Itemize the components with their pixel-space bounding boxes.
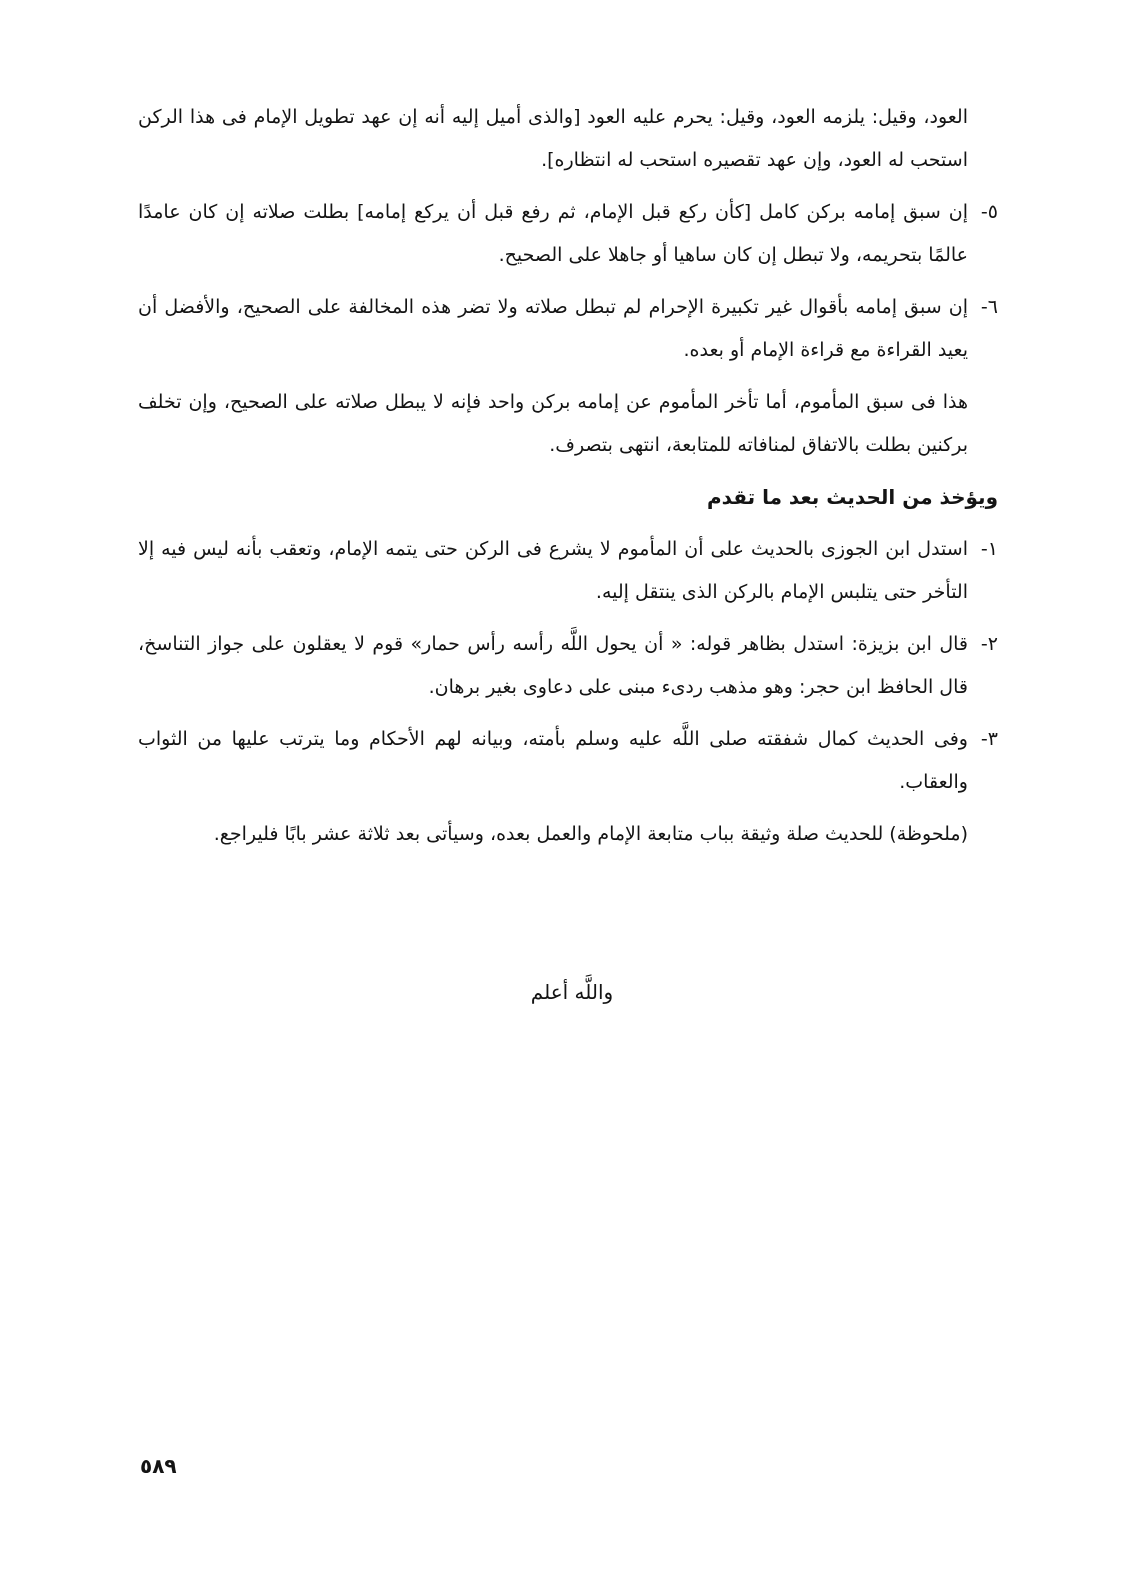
note-paragraph: (ملحوظة) للحديث صلة وثيقة بباب متابعة الإمام والعمل بعده، وسيأتى بعد ثلاثة عشر بابًا فليراجع.	[213, 823, 968, 845]
page-body	[138, 96, 998, 865]
numbered-item-6	[138, 286, 998, 372]
point-3	[138, 718, 998, 804]
numbered-item-5	[138, 191, 998, 277]
point-text: قال ابن بزيزة: استدل بظاهر قوله: « أن يحول اللَّه رأسه رأس حمار» قوم لا يعقلون على جواز التناسخ، قال الحافظ ابن حجر: وهو مذهب ردىء مبنى على دعاوى بغير برهان.	[138, 633, 968, 698]
item-text: إن سبق إمامه بركن كامل [كأن ركع قبل الإمام، ثم رفع قبل أن يركع إمامه] بطلت صلاته إن كان عامدًا عالمًا بتحريمه، ولا تبطل إن كان ساهيا أو جاهلا على الصحيح.	[138, 201, 968, 266]
section-heading: ويؤخذ من الحديث بعد ما تقدم	[706, 485, 998, 509]
page-number: ٥٨٩	[140, 1454, 177, 1478]
continuation-paragraph: العود، وقيل: يلزمه العود، وقيل: يحرم عليه العود [والذى أميل إليه أنه إن عهد تطويل الإمام فى هذا الركن استحب له العود، وإن عهد تقصيره استحب له انتظاره].	[138, 106, 968, 171]
item-number: ٥-	[980, 201, 998, 223]
summary-paragraph: هذا فى سبق المأموم، أما تأخر المأموم عن إمامه بركن واحد فإنه لا يبطل صلاته على الصحيح، وإن تخلف بركنين بطلت بالاتفاق لمنافاته للمتابعة، انتهى بتصرف.	[138, 391, 968, 456]
point-2	[138, 623, 998, 709]
point-number: ٢-	[980, 633, 998, 655]
point-text: استدل ابن الجوزى بالحديث على أن المأموم لا يشرع فى الركن حتى يتمه الإمام، وتعقب بأنه ليس فيه إلا التأخر حتى يتلبس الإمام بالركن الذى ينتقل إليه.	[138, 538, 968, 603]
item-number: ٦-	[980, 296, 998, 318]
point-number: ٣-	[980, 728, 998, 750]
point-number: ١-	[980, 538, 998, 560]
closing-phrase: واللَّه أعلم	[530, 980, 614, 1004]
point-1	[138, 528, 998, 614]
point-text: وفى الحديث كمال شفقته صلى اللَّه عليه وسلم بأمته، وبيانه لهم الأحكام وما يترتب عليها من الثواب والعقاب.	[138, 728, 968, 793]
item-text: إن سبق إمامه بأقوال غير تكبيرة الإحرام لم تبطل صلاته ولا تضر هذه المخالفة على الصحيح، والأفضل أن يعيد القراءة مع قراءة الإمام أو بعده.	[138, 296, 968, 361]
